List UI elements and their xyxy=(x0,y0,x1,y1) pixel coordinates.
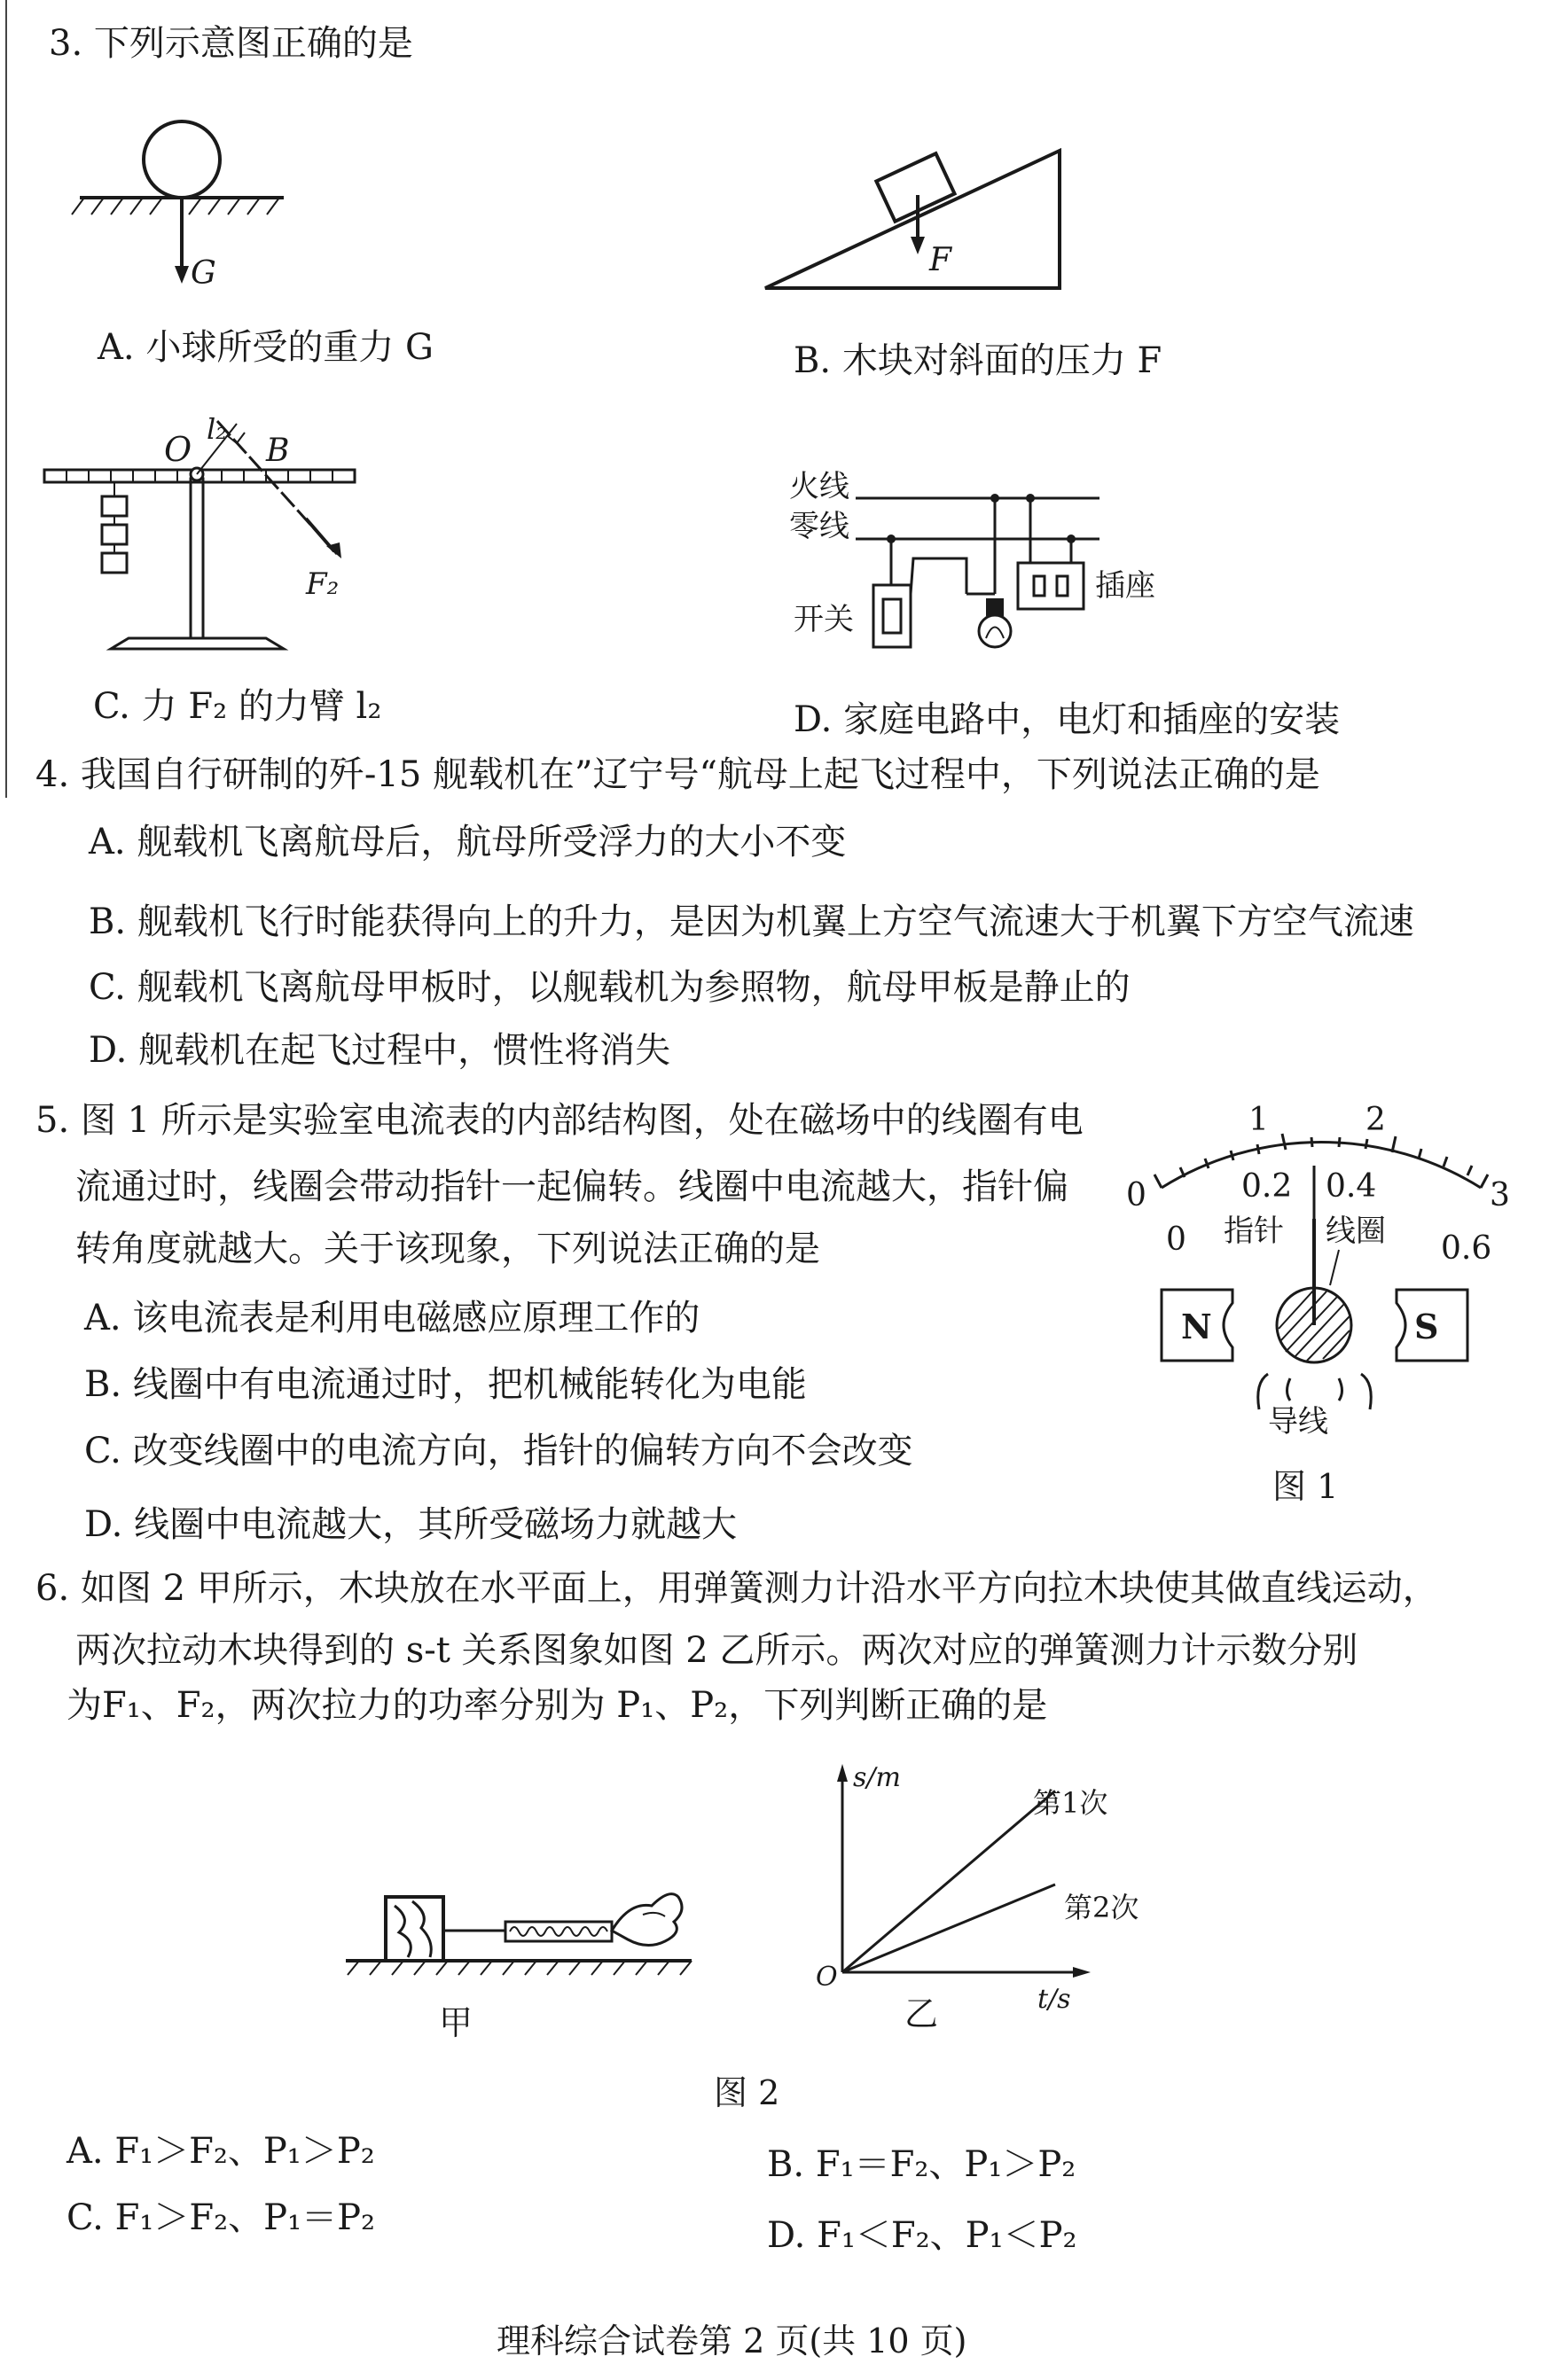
label-f: F xyxy=(929,242,951,278)
q6-option-c[interactable]: C. F₁＞F₂、P₁＝P₂ xyxy=(67,2197,376,2238)
figure-1-caption: 图 1 xyxy=(1272,1467,1339,1506)
q5-option-a[interactable]: A. 该电流表是利用电磁感应原理工作的 xyxy=(84,1298,700,1338)
q5-stem-line-1: 5. 图 1 所示是实验室电流表的内部结构图，处在磁场中的线圈有电 xyxy=(35,1100,1084,1141)
scale-bottom-0: 0 xyxy=(1166,1221,1186,1258)
q3-option-c[interactable]: C. 力 F₂ 的力臂 l₂ xyxy=(93,686,382,727)
binding-edge-rule xyxy=(5,0,7,798)
q3-figure-a xyxy=(75,106,306,310)
figure-2-caption: 图 2 xyxy=(714,2073,780,2112)
q6-option-b[interactable]: B. F₁＝F₂、P₁＞P₂ xyxy=(767,2144,1076,2185)
label-switch: 开关 xyxy=(794,602,854,637)
q4-option-b[interactable]: B. 舰载机飞行时能获得向上的升力，是因为机翼上方空气流速大于机翼下方空气流速 xyxy=(89,901,1414,942)
scale-top-2: 2 xyxy=(1365,1102,1386,1138)
q6-option-a[interactable]: A. F₁＞F₂、P₁＞P₂ xyxy=(67,2131,375,2172)
magnet-s: S xyxy=(1414,1307,1439,1346)
q6-option-d[interactable]: D. F₁＜F₂、P₁＜P₂ xyxy=(767,2215,1077,2256)
q4-option-d[interactable]: D. 舰载机在起飞过程中，惯性将消失 xyxy=(89,1030,671,1071)
label-l2: l₂ xyxy=(207,412,228,446)
q5-option-b[interactable]: B. 线圈中有电流通过时，把机械能转化为电能 xyxy=(84,1364,807,1405)
label-yi: 乙 xyxy=(904,1994,939,2033)
scale-bottom-04: 0.4 xyxy=(1326,1168,1377,1205)
figure-2-jia xyxy=(346,1879,700,2048)
label-coil: 线圈 xyxy=(1326,1213,1386,1249)
label-b: B xyxy=(266,433,290,469)
q6-stem-line-1: 6. 如图 2 甲所示，木块放在水平面上，用弹簧测力计沿水平方向拉木块使其做直线运动， xyxy=(35,1568,1438,1609)
scale-top-3: 3 xyxy=(1490,1177,1510,1213)
label-socket: 插座 xyxy=(1095,568,1155,604)
label-g: G xyxy=(191,255,216,292)
label-f2: F₂ xyxy=(306,566,340,602)
q3-option-a[interactable]: A. 小球所受的重力 G xyxy=(98,327,434,368)
series-line-1 xyxy=(842,1791,1055,1972)
scale-top-1: 1 xyxy=(1248,1102,1269,1138)
st-chart xyxy=(798,1760,1139,2034)
label-neutral-wire: 零线 xyxy=(789,509,849,544)
series-label-1: 第1次 xyxy=(1033,1786,1108,1820)
q3-figure-c xyxy=(40,412,377,656)
q3-stem: 3. 下列示意图正确的是 xyxy=(49,23,413,64)
q5-option-c[interactable]: C. 改变线圈中的电流方向，指针的偏转方向不会改变 xyxy=(84,1431,913,1471)
q6-stem-line-3: 为F₁、F₂，两次拉力的功率分别为 P₁、P₂，下列判断正确的是 xyxy=(67,1685,1048,1726)
label-live-wire: 火线 xyxy=(789,469,849,504)
q5-stem-line-3: 转角度就越大。关于该现象，下列说法正确的是 xyxy=(75,1229,820,1269)
label-o: O xyxy=(164,430,192,469)
q5-stem-line-2: 流通过时，线圈会带动指针一起偏转。线圈中电流越大，指针偏 xyxy=(75,1167,1068,1207)
origin-label: O xyxy=(816,1962,838,1993)
page-footer: 理科综合试卷第 2 页(共 10 页) xyxy=(497,2321,967,2360)
q4-option-c[interactable]: C. 舰载机飞离航母甲板时，以舰载机为参照物，航母甲板是静止的 xyxy=(89,967,1131,1008)
q5-option-d[interactable]: D. 线圈中电流越大，其所受磁场力就越大 xyxy=(84,1504,738,1545)
series-label-2: 第2次 xyxy=(1064,1891,1139,1924)
series-line-2 xyxy=(842,1884,1055,1972)
ylabel: s/m xyxy=(853,1762,901,1793)
label-jia: 甲 xyxy=(439,2003,473,2042)
q4-option-a[interactable]: A. 舰载机飞离航母后，航母所受浮力的大小不变 xyxy=(89,822,847,862)
q3-option-b[interactable]: B. 木块对斜面的压力 F xyxy=(794,340,1162,381)
label-pointer: 指针 xyxy=(1224,1213,1284,1249)
q4-stem: 4. 我国自行研制的歼-15 舰载机在”辽宁号“航母上起飞过程中，下列说法正确的是 xyxy=(35,754,1320,795)
q3-figure-b xyxy=(763,146,1082,297)
q3-option-d[interactable]: D. 家庭电路中，电灯和插座的安装 xyxy=(794,699,1341,740)
ammeter-figure xyxy=(1126,1102,1516,1506)
magnet-n: N xyxy=(1181,1307,1212,1346)
q3-figure-d xyxy=(789,470,1215,674)
label-wire: 导线 xyxy=(1268,1404,1328,1440)
scale-top-0: 0 xyxy=(1126,1177,1146,1213)
xlabel: t/s xyxy=(1037,1984,1071,2015)
scale-bottom-06: 0.6 xyxy=(1441,1230,1492,1267)
scale-bottom-02: 0.2 xyxy=(1241,1168,1293,1205)
q6-stem-line-2: 两次拉动木块得到的 s-t 关系图象如图 2 乙所示。两次对应的弹簧测力计示数分别 xyxy=(75,1630,1358,1671)
